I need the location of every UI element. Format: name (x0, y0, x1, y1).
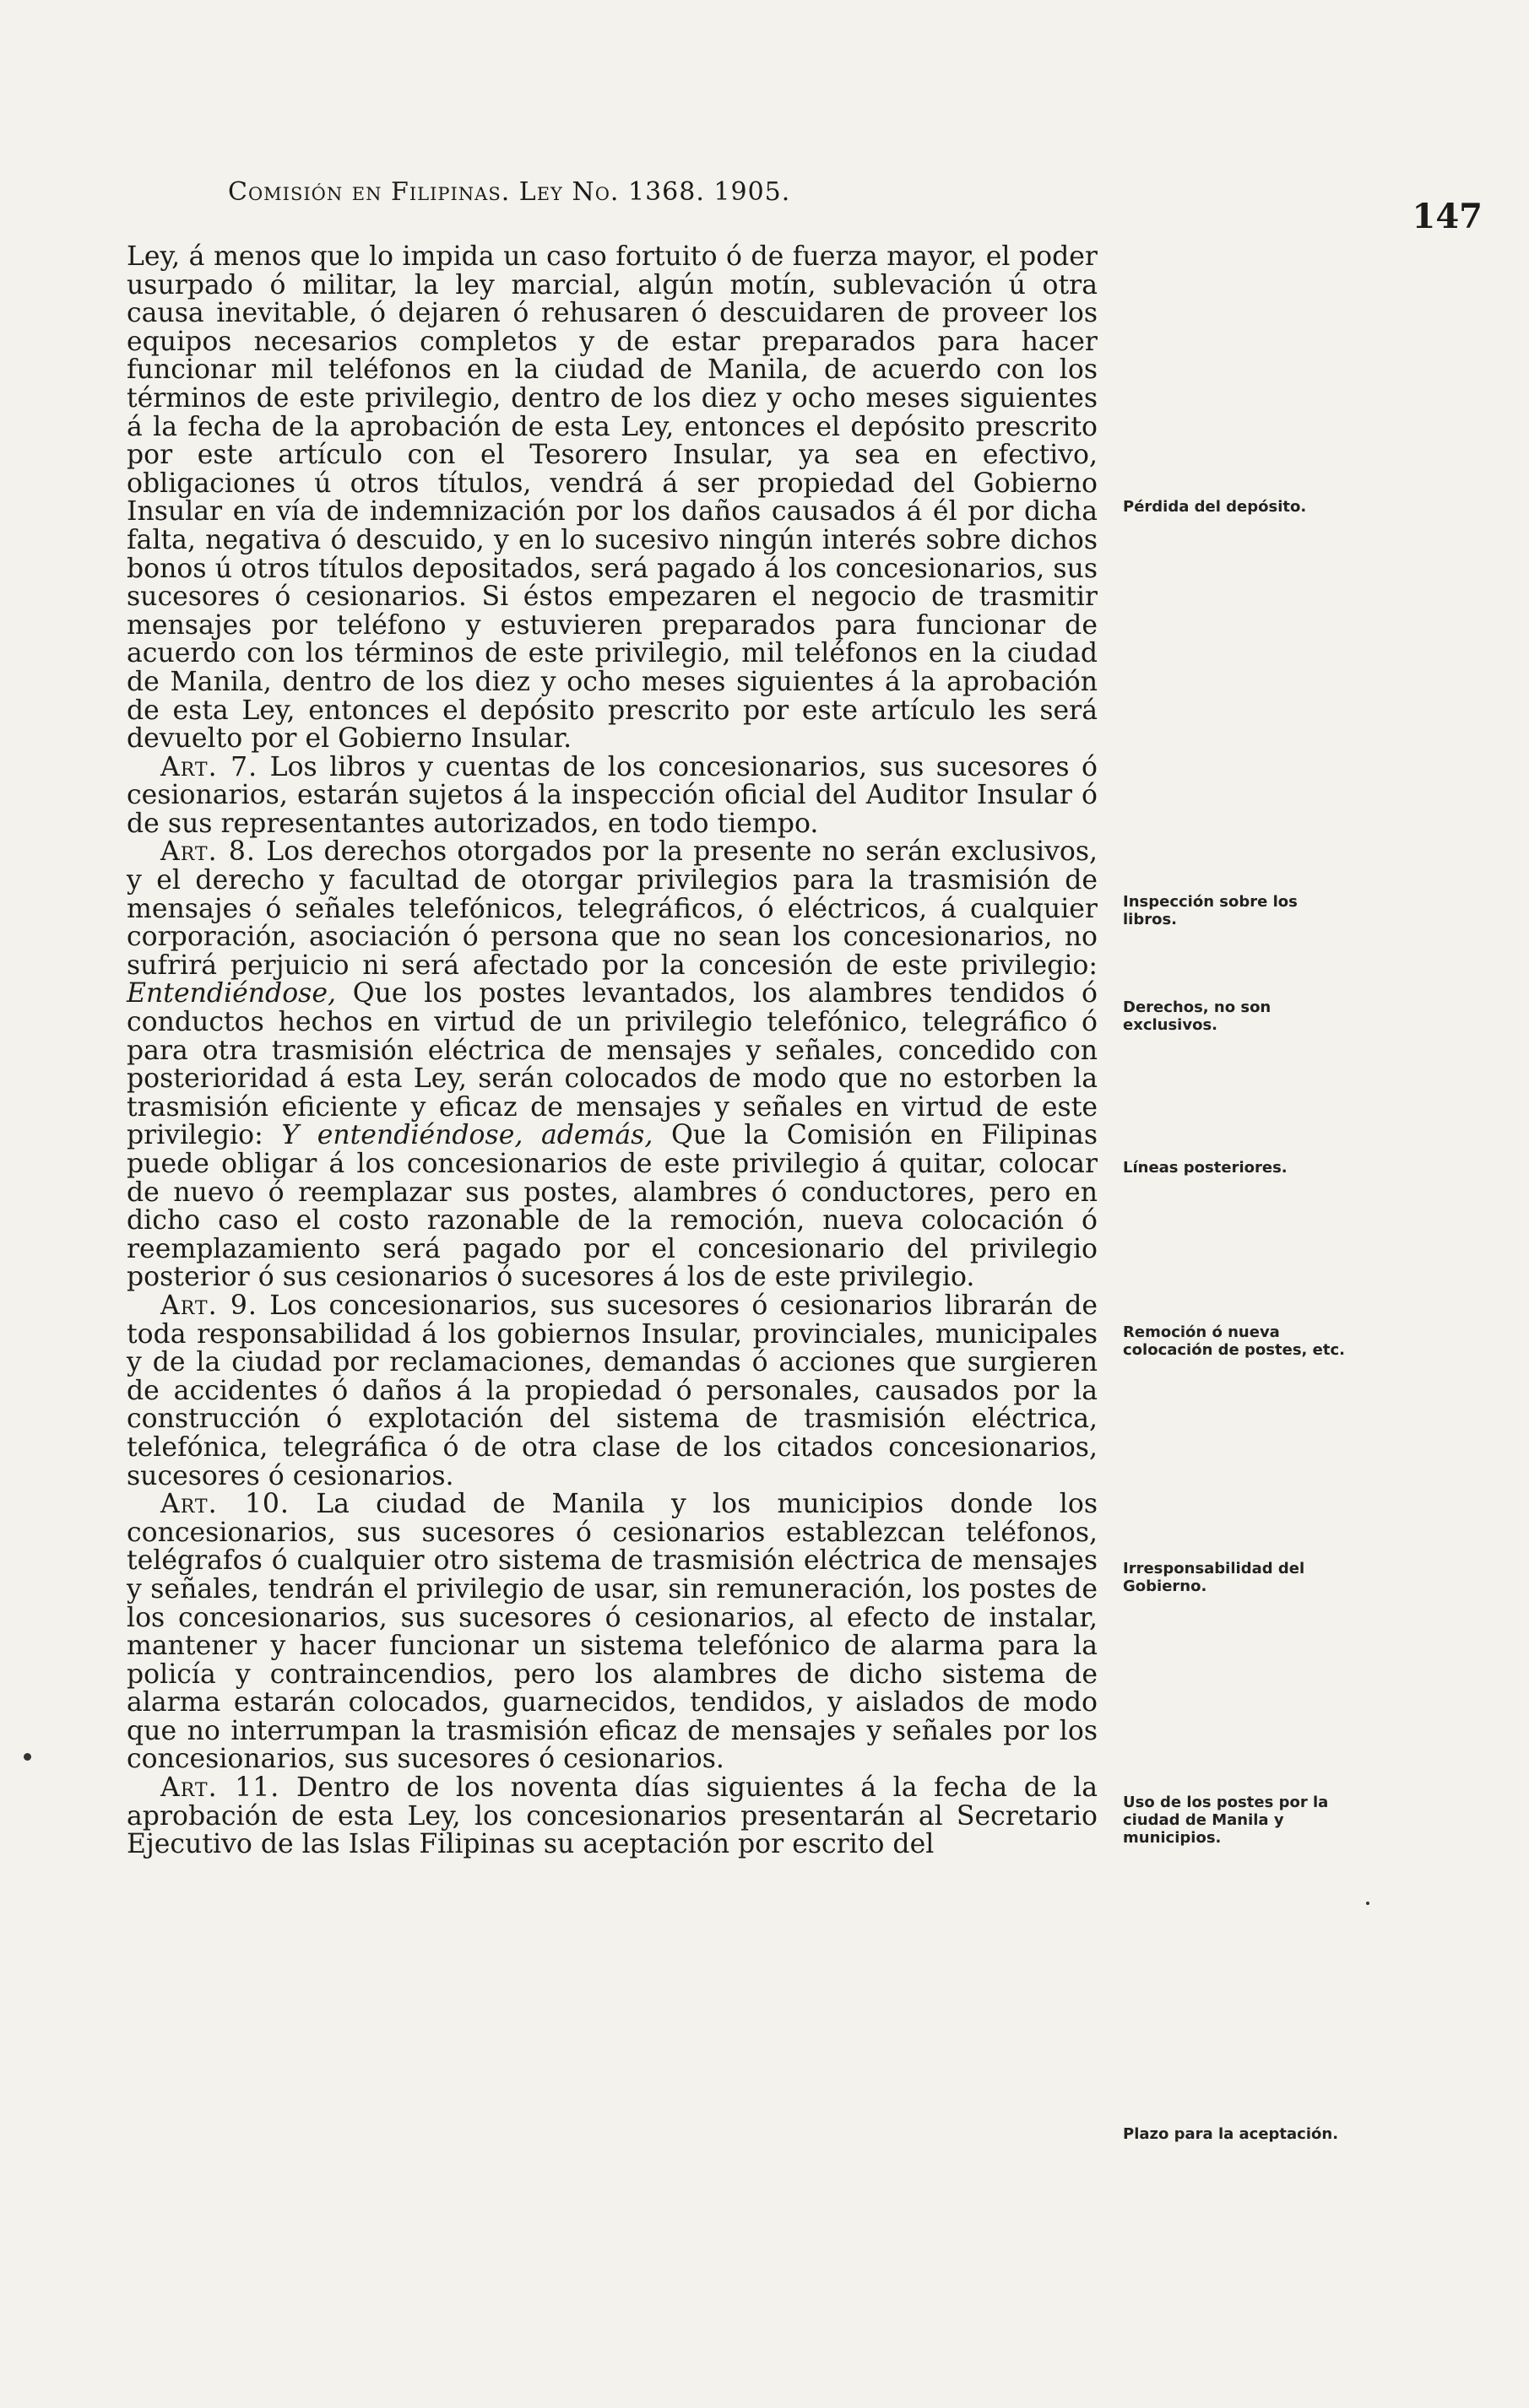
side-note-government-exemption: Irresponsabilidad del Gobierno. (1123, 1560, 1305, 1595)
running-head: Comisión en Filipinas. Ley No. 1368. 1905. (228, 177, 791, 207)
article-11 (127, 1774, 1098, 1859)
side-note-pole-use: Uso de los postes por la ciudad de Manila y municipios. (1123, 1794, 1329, 1847)
article-text: Los concesionarios, sus sucesores ó cesionarios librarán de toda responsabilidad á los gobiernos Insular, provinciales, municipales y de la ciudad por reclamaciones, demandas ó acciones que surgieren de accidentes ó daños á la propiedad ó personales, causados por la construcción ó explotación del sistema de trasmisión eléctrica, telefónica, telegráfica ó de otra clase de los citados concesionarios, sucesores ó cesionarios. (127, 1290, 1098, 1491)
article-label: Art. 9. (160, 1290, 258, 1321)
article-text: Los libros y cuentas de los concesionarios, sus sucesores ó cesionarios, estarán sujetos á la inspección oficial del Auditor Insular ó de sus representantes autorizados, en todo tiempo. (127, 751, 1098, 839)
article-label: Art. 11. (160, 1772, 280, 1804)
article-text: Que la Comisión en Filipinas puede obligar á los concesionarios de este privilegio á quitar, colocar de nuevo ó reemplazar sus postes, alambres ó conductores, pero en dicho caso el costo razonable de la remoción, nueva colocación ó reemplazamiento será pagado por el concesionario del privilegio posterior ó sus cesionarios ó sucesores á los de este privilegio. (127, 1120, 1098, 1293)
page-number: 147 (1412, 197, 1483, 236)
side-note-pole-relocation: Remoción ó nueva colocación de postes, etc. (1123, 1323, 1345, 1359)
side-note-acceptance-deadline: Plazo para la aceptación. (1123, 2125, 1339, 2143)
body-text (127, 243, 1098, 1859)
side-note-book-inspection: Inspección sobre los libros. (1123, 893, 1298, 928)
scan-speck (1366, 1902, 1369, 1905)
article-text: La ciudad de Manila y los municipios donde los concesionarios, sus sucesores ó cesionarios establezcan teléfonos, telégrafos ó cualquier otro sistema de trasmisión eléctrica de mensajes y señales, tendrán el privilegio de usar, sin remuneración, los postes de los concesionarios, sus sucesores ó cesionarios, al efecto de instalar, mantener y hacer funcionar un sistema telefónico de alarma para la policía y contraincendios, pero los alambres de dicho sistema de alarma estarán colocados, guarnecidos, tendidos, y aislados de modo que no interrumpan la trasmisión eficaz de mensajes y señales por los concesionarios, sus sucesores ó cesionarios. (127, 1489, 1098, 1775)
scan-speck (24, 1753, 31, 1761)
side-note-deposit-loss: Pérdida del depósito. (1123, 498, 1307, 516)
article-label: Art. 7. (160, 751, 258, 782)
article-7 (127, 751, 1098, 839)
paragraph-text: Ley, á menos que lo impida un caso fortuito ó de fuerza mayor, el poder usurpado ó militar, la ley marcial, algún motín, sublevación ú otra causa inevitable, ó dejaren ó rehusaren ó descuidaren de proveer los equipos necesarios completos y de estar preparados para hacer funcionar mil teléfonos en la ciudad de Manila, de acuerdo con los términos de este privilegio, dentro de los diez y ocho meses siguientes á la fecha de la aprobación de esta Ley, entonces el depósito prescrito por este artículo con el Tesorero Insular, ya sea en efectivo, obligaciones ú otros títulos, vendrá á ser propiedad del Gobierno Insular en vía de indemnización por los daños causados á él por dicha falta, negativa ó descuido, y en lo sucesivo ningún interés sobre dichos bonos ú otros títulos depositados, será pagado á los concesionarios, sus sucesores ó cesionarios. Si éstos empezaren el negocio de trasmitir mensajes por teléfono y estuvieren preparados para funcionar de acuerdo con los términos de este privilegio, mil teléfonos en la ciudad de Manila, dentro de los diez y ocho meses siguientes á la aprobación de esta Ley, entonces el depósito prescrito por este artículo les será devuelto por el Gobierno Insular. (127, 241, 1098, 755)
article-label: Art. 10. (160, 1489, 290, 1520)
side-note-non-exclusive-rights: Derechos, no son exclusivos. (1123, 998, 1271, 1034)
article-text: Que los postes levantados, los alambres tendidos ó conductos hechos en virtud de un privilegio telefónico, telegráfico ó para otra trasmisión eléctrica de mensajes y señales, concedido con posterioridad á esta Ley, serán colocados de modo que no estorben la trasmisión eficiente y eficaz de mensajes y señales en virtud de este privilegio: (127, 978, 1098, 1151)
article-8 (127, 838, 1098, 1292)
article-9 (127, 1292, 1098, 1491)
article-text-italic: Y entendiéndose, además, (281, 1120, 653, 1151)
side-note-later-lines: Líneas posteriores. (1123, 1159, 1288, 1177)
paragraph-continuation (127, 243, 1098, 754)
article-text: Los derechos otorgados por la presente no serán exclusivos, y el derecho y facultad de otorgar privilegios para la trasmisión de mensajes ó señales telefónicos, telegráficos, ó eléctricos, á cualquier corporación, asociación ó persona que no sean los concesionarios, no sufrirá perjuicio ni será afectado por la concesión de este privilegio: (127, 836, 1098, 981)
article-text-italic: Entendiéndose, (127, 978, 336, 1009)
article-text: Dentro de los noventa días siguientes á la fecha de la aprobación de esta Ley, los concesionarios presentarán al Secretario Ejecutivo de las Islas Filipinas su aceptación por escrito del (127, 1772, 1098, 1860)
article-label: Art. 8. (160, 836, 256, 868)
article-10 (127, 1491, 1098, 1774)
